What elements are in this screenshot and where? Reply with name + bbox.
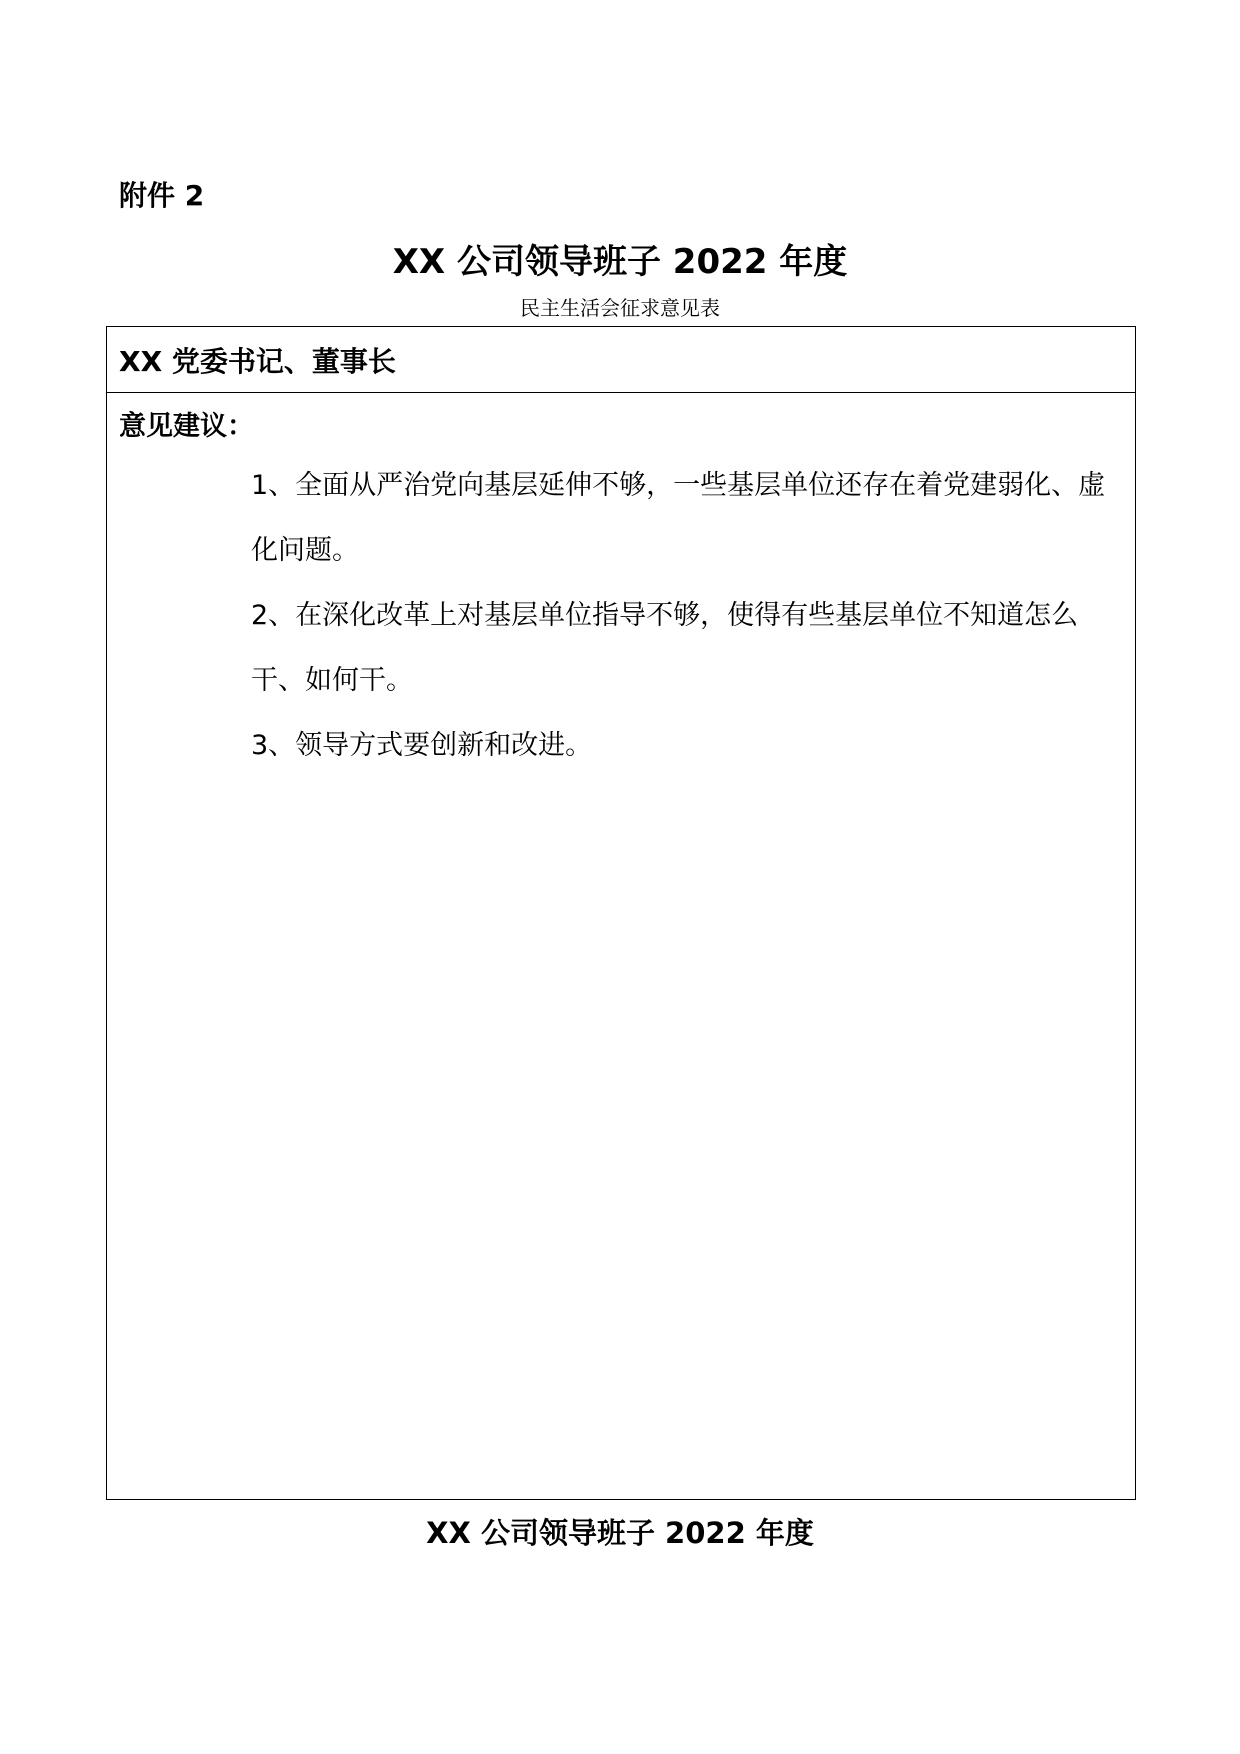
document-subtitle: 民主生活会征求意见表 xyxy=(520,296,720,320)
recipient-title: XX 党委书记、董事长 xyxy=(119,344,396,378)
footer-title: XX 公司领导班子 2022 年度 xyxy=(426,1516,814,1550)
attachment-label: 附件 2 xyxy=(119,179,205,212)
opinion-list xyxy=(119,453,1123,778)
opinion-item-3: 3、领导方式要创新和改进。 xyxy=(251,730,593,761)
opinion-label: 意见建议： xyxy=(119,411,254,442)
opinion-item-1: 1、全面从严治党向基层延伸不够，一些基层单位还存在着党建弱化、虚化问题。 xyxy=(251,470,1106,566)
recipient-row xyxy=(107,327,1135,393)
opinion-item-2: 2、在深化改革上对基层单位指导不够，使得有些基层单位不知道怎么干、如何干。 xyxy=(251,600,1079,696)
opinion-form-table xyxy=(106,326,1136,1500)
document-title: XX 公司领导班子 2022 年度 xyxy=(392,242,848,282)
opinion-cell xyxy=(107,393,1135,778)
